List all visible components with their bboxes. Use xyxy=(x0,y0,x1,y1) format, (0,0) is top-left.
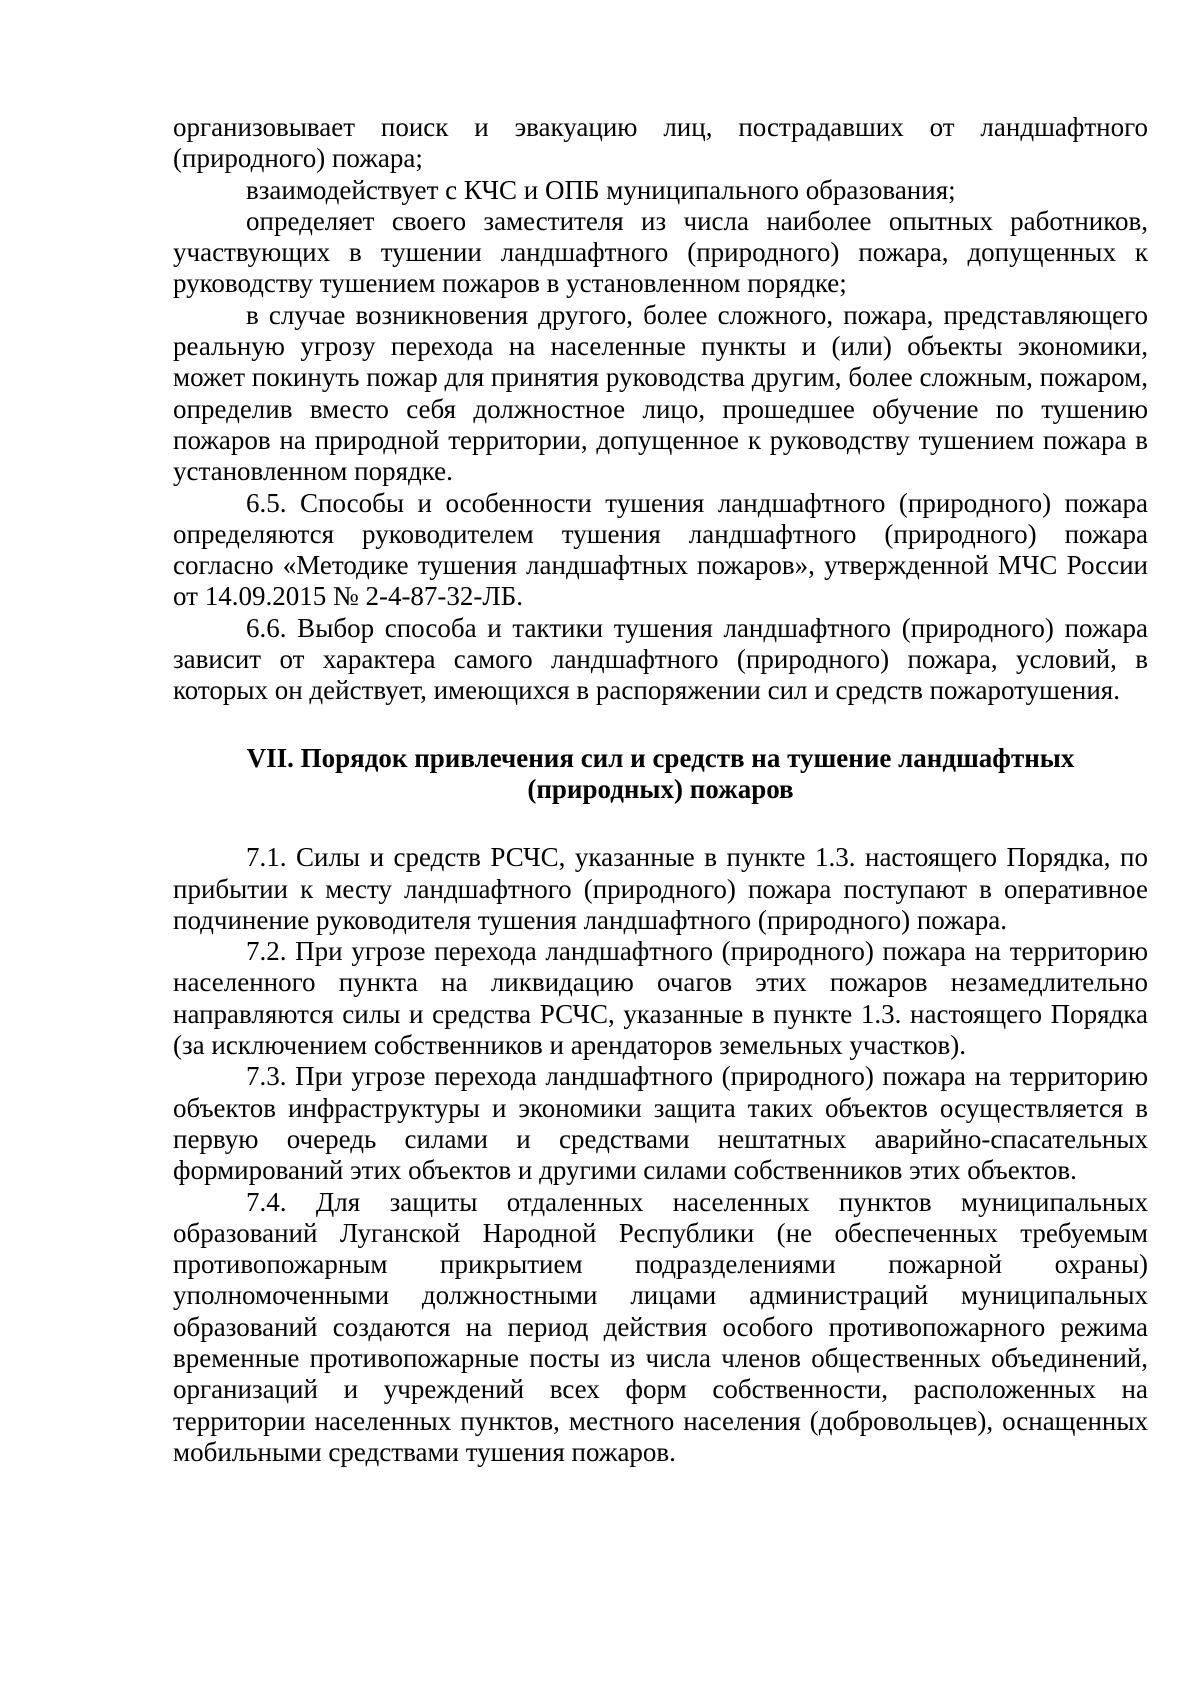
section-heading-line-1: VII. Порядок привлечения сил и средств на тушение ландшафтных xyxy=(246,742,1075,773)
paragraph-7-4: 7.4. Для защиты отдаленных населенных пунктов муниципальных образований Луганской Народной Республики (не обеспеченных требуемым противопожарным прикрытием подразделениями пожарной охраны) уполномоченными должностными лицами администраций муниципальных образований создаются на период действия особого противопожарного режима временные противопожарные посты из числа членов общественных объединений, организаций и учреждений всех форм собственности, расположенных на территории населенных пунктов, местного населения (добровольцев), оснащенных мобильными средствами тушения пожаров. xyxy=(173,1186,1148,1467)
paragraph-search-evacuation: организовывает поиск и эвакуацию лиц, пострадавших от ландшафтного (природного) пожара; xyxy=(173,112,1148,174)
paragraph-6-6: 6.6. Выбор способа и тактики тушения ландшафтного (природного) пожара зависит от характера самого ландшафтного (природного) пожара, условий, в которых он действует, имеющихся в распоряжении сил и средств пожаротушения. xyxy=(173,612,1148,706)
paragraph-7-2: 7.2. При угрозе перехода ландшафтного (природного) пожара на территорию населенного пункта на ликвидацию очагов этих пожаров незамедлительно направляются силы и средства РСЧС, указанные в пункте 1.3. настоящего Порядка (за исключением собственников и арендаторов земельных участков). xyxy=(173,936,1148,1061)
paragraph-6-5: 6.5. Способы и особенности тушения ландшафтного (природного) пожара определяются руководителем тушения ландшафтного (природного) пожара согласно «Методике тушения ландшафтных пожаров», утвержденной МЧС России от 14.09.2015 № 2-4-87-32-ЛБ. xyxy=(173,487,1148,612)
paragraph-7-1: 7.1. Силы и средств РСЧС, указанные в пункте 1.3. настоящего Порядка, по прибытии к месту ландшафтного (природного) пожара поступают в оперативное подчинение руководителя тушения ландшафтного (природного) пожара. xyxy=(173,842,1148,935)
paragraph-another-fire: в случае возникновения другого, более сложного, пожара, представляющего реальную угрозу перехода на населенные пункты и (или) объекты экономики, может покинуть пожар для принятия руководства другим, более сложным, пожаром, определив вместо себя должностное лицо, прошедшее обучение по тушению пожаров на природной территории, допущенное к руководству тушением пожара в установленном порядке. xyxy=(173,299,1148,487)
section-heading-line-2: (природных) пожаров xyxy=(527,773,794,804)
document-page xyxy=(173,112,1148,1468)
paragraph-7-3: 7.3. При угрозе перехода ландшафтного (природного) пожара на территорию объектов инфраструктуры и экономики защита таких объектов осуществляется в первую очередь силами и средствами нештатных аварийно-спасательных формирований этих объектов и другими силами собственников этих объектов. xyxy=(173,1061,1148,1186)
paragraph-kchs-interaction: взаимодействует с КЧС и ОПБ муниципального образования; xyxy=(246,174,956,205)
section-heading xyxy=(173,743,1148,806)
paragraph-deputy: определяет своего заместителя из числа наиболее опытных работников, участвующих в тушении ландшафтного (природного) пожара, допущенных к руководству тушением пожаров в установленном порядке; xyxy=(173,205,1148,299)
